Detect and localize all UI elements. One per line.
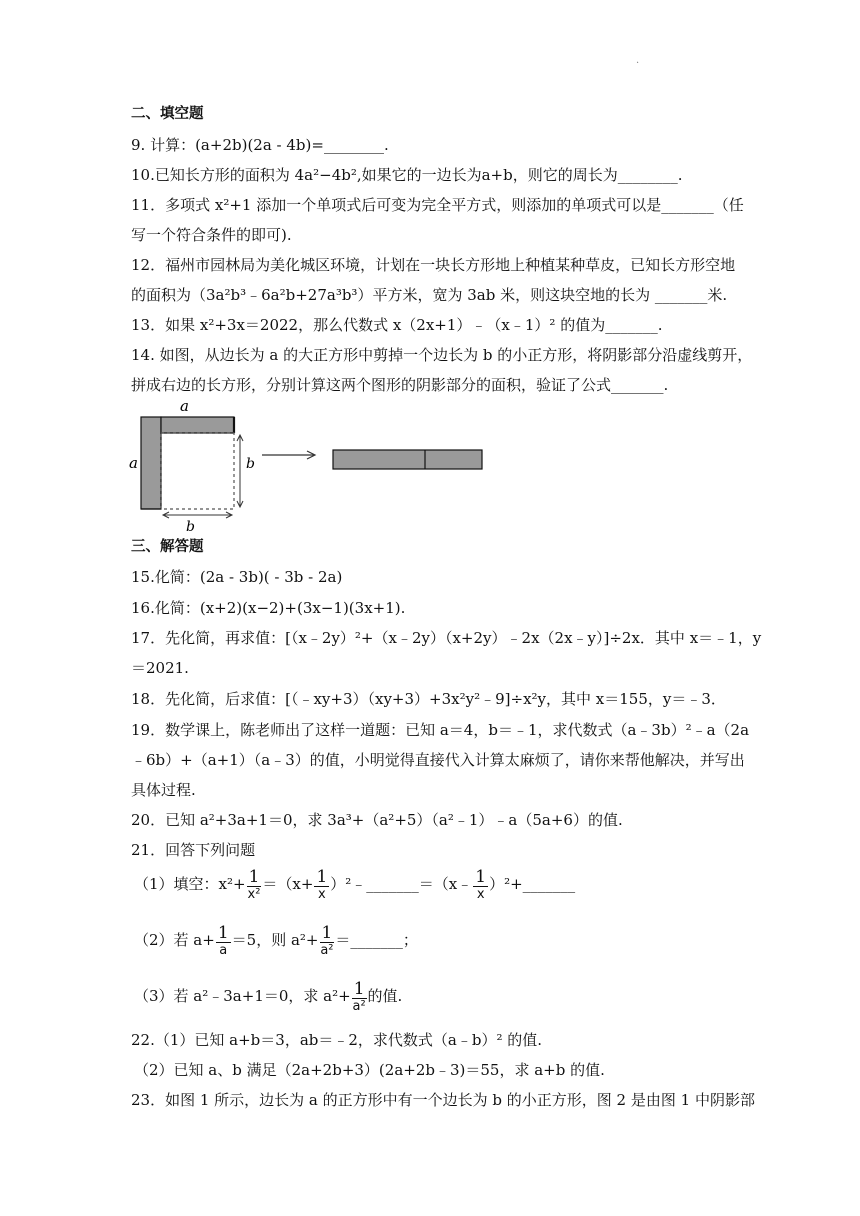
label-b-bottom: b <box>186 519 195 535</box>
label-a-top: a <box>180 397 189 415</box>
question-16: 16.化简：(x+2)(x−2)+(3x−1)(3x+1). <box>131 599 406 617</box>
question-19-line-1: 19．数学课上，陈老师出了这样一道题：已知 a＝4，b＝﹣1，求代数式（a﹣3b）²﹣a（2a <box>131 721 750 739</box>
q21-1-text-c: ）²﹣_______＝（x﹣ <box>330 875 473 893</box>
question-11-line-1: 11．多项式 x²+1 添加一个单项式后可变为完全平方式，则添加的单项式可以是_______（任 <box>131 196 744 214</box>
fraction-1-over-a2-2: $\frac{1}{\text{a²}}$ <box>352 979 366 1014</box>
q21-1-text-a: （1）填空：x²+ <box>134 875 246 893</box>
q21-3-text-b: 的值. <box>367 987 403 1005</box>
shaded-left-strip <box>141 417 161 509</box>
q21-3-text-a: （3）若 a²﹣3a+1＝0，求 a²+ <box>134 987 351 1005</box>
fraction-1-over-a: $\frac{1}{a}$ <box>217 923 229 958</box>
question-21-part-3 <box>134 980 402 1014</box>
label-a-left: a <box>129 454 138 472</box>
question-17-line-2: ＝2021. <box>131 659 189 677</box>
question-10: 10.已知长方形的面积为 4a²−4b²,如果它的一边长为a+b，则它的周长为________. <box>131 166 683 184</box>
removed-small-square <box>161 433 234 509</box>
question-14-line-2: 拼成右边的长方形，分别计算这两个图形的阴影部分的面积，验证了公式_______. <box>131 376 669 394</box>
q21-2-text-a: （2）若 a+ <box>134 931 215 949</box>
question-14-line-1: 14. 如图，从边长为 a 的大正方形中剪掉一个边长为 b 的小正方形，将阴影部分沿虚线剪开， <box>131 346 753 364</box>
page-dot: · <box>636 58 640 69</box>
question-21: 21．回答下列问题 <box>131 841 256 859</box>
question-17-line-1: 17．先化简，再求值：[（x﹣2y）²+（x﹣2y）（x+2y）﹣2x（2x﹣y）]÷2x．其中 x＝﹣1，y <box>131 629 762 647</box>
shaded-top-strip <box>161 417 234 433</box>
question-22-part-2: （2）已知 a、b 满足（2a+2b+3）(2a+2b﹣3)＝55，求 a+b 的值. <box>134 1061 605 1079</box>
fraction-1-over-x: $\frac{1}{x}$ <box>316 867 328 902</box>
question-19-line-2: ﹣6b）+（a+1）（a﹣3）的值，小明觉得直接代入计算太麻烦了，请你来帮他解决，并写出 <box>131 751 745 769</box>
fraction-1-over-a2: $\frac{1}{\text{a²}}$ <box>320 923 334 958</box>
question-18: 18．先化简，后求值：[（﹣xy+3）（xy+3）+3x²y²﹣9]÷x²y，其中 x＝155，y＝﹣3． <box>131 690 726 708</box>
question-19-line-3: 具体过程. <box>131 781 196 799</box>
question-22-part-1: 22.（1）已知 a+b＝3，ab＝﹣2，求代数式（a﹣b）² 的值. <box>131 1031 543 1049</box>
q21-2-text-b: ＝5，则 a²+ <box>231 931 319 949</box>
result-rectangle <box>333 450 482 469</box>
question-12-line-1: 12．福州市园林局为美化城区环境，计划在一块长方形地上种植某种草皮，已知长方形空地 <box>131 256 736 274</box>
question-11-line-2: 写一个符合条件的即可). <box>131 226 292 244</box>
label-b-right: b <box>246 456 255 472</box>
q21-1-text-b: ＝（x+ <box>262 875 314 893</box>
section-heading-solve: 三、解答题 <box>131 539 204 555</box>
q21-2-text-c: ＝_______； <box>335 931 418 949</box>
question-13: 13．如果 x²+3x＝2022，那么代数式 x（2x+1）﹣（x﹣1）² 的值为_______. <box>131 316 663 334</box>
q21-1-text-d: ）²+_______ <box>489 875 576 893</box>
question-20: 20．已知 a²+3a+1＝0，求 3a³+（a²+5）（a²﹣1）﹣a（5a+6）的值. <box>131 811 623 829</box>
section-heading-fill: 二、填空题 <box>131 106 204 122</box>
question-21-part-1 <box>134 868 575 902</box>
question-12-line-2: 的面积为（3a²b³﹣6a²b+27a³b³）平方米，宽为 3ab 米，则这块空地的长为 _______米. <box>131 286 728 304</box>
fraction-1-over-x-2: $\frac{1}{x}$ <box>475 867 487 902</box>
fraction-1-over-x2: $\frac{1}{\text{x²}}$ <box>247 867 261 902</box>
question-15: 15.化简：(2a - 3b)( - 3b - 2a) <box>131 568 343 586</box>
question-21-part-2 <box>134 924 418 958</box>
question-23: 23．如图 1 所示，边长为 a 的正方形中有一个边长为 b 的小正方形，图 2 是由图 1 中阴影部 <box>131 1091 755 1109</box>
question-9: 9. 计算：(a+2b)(2a - 4b)=________. <box>131 136 389 154</box>
